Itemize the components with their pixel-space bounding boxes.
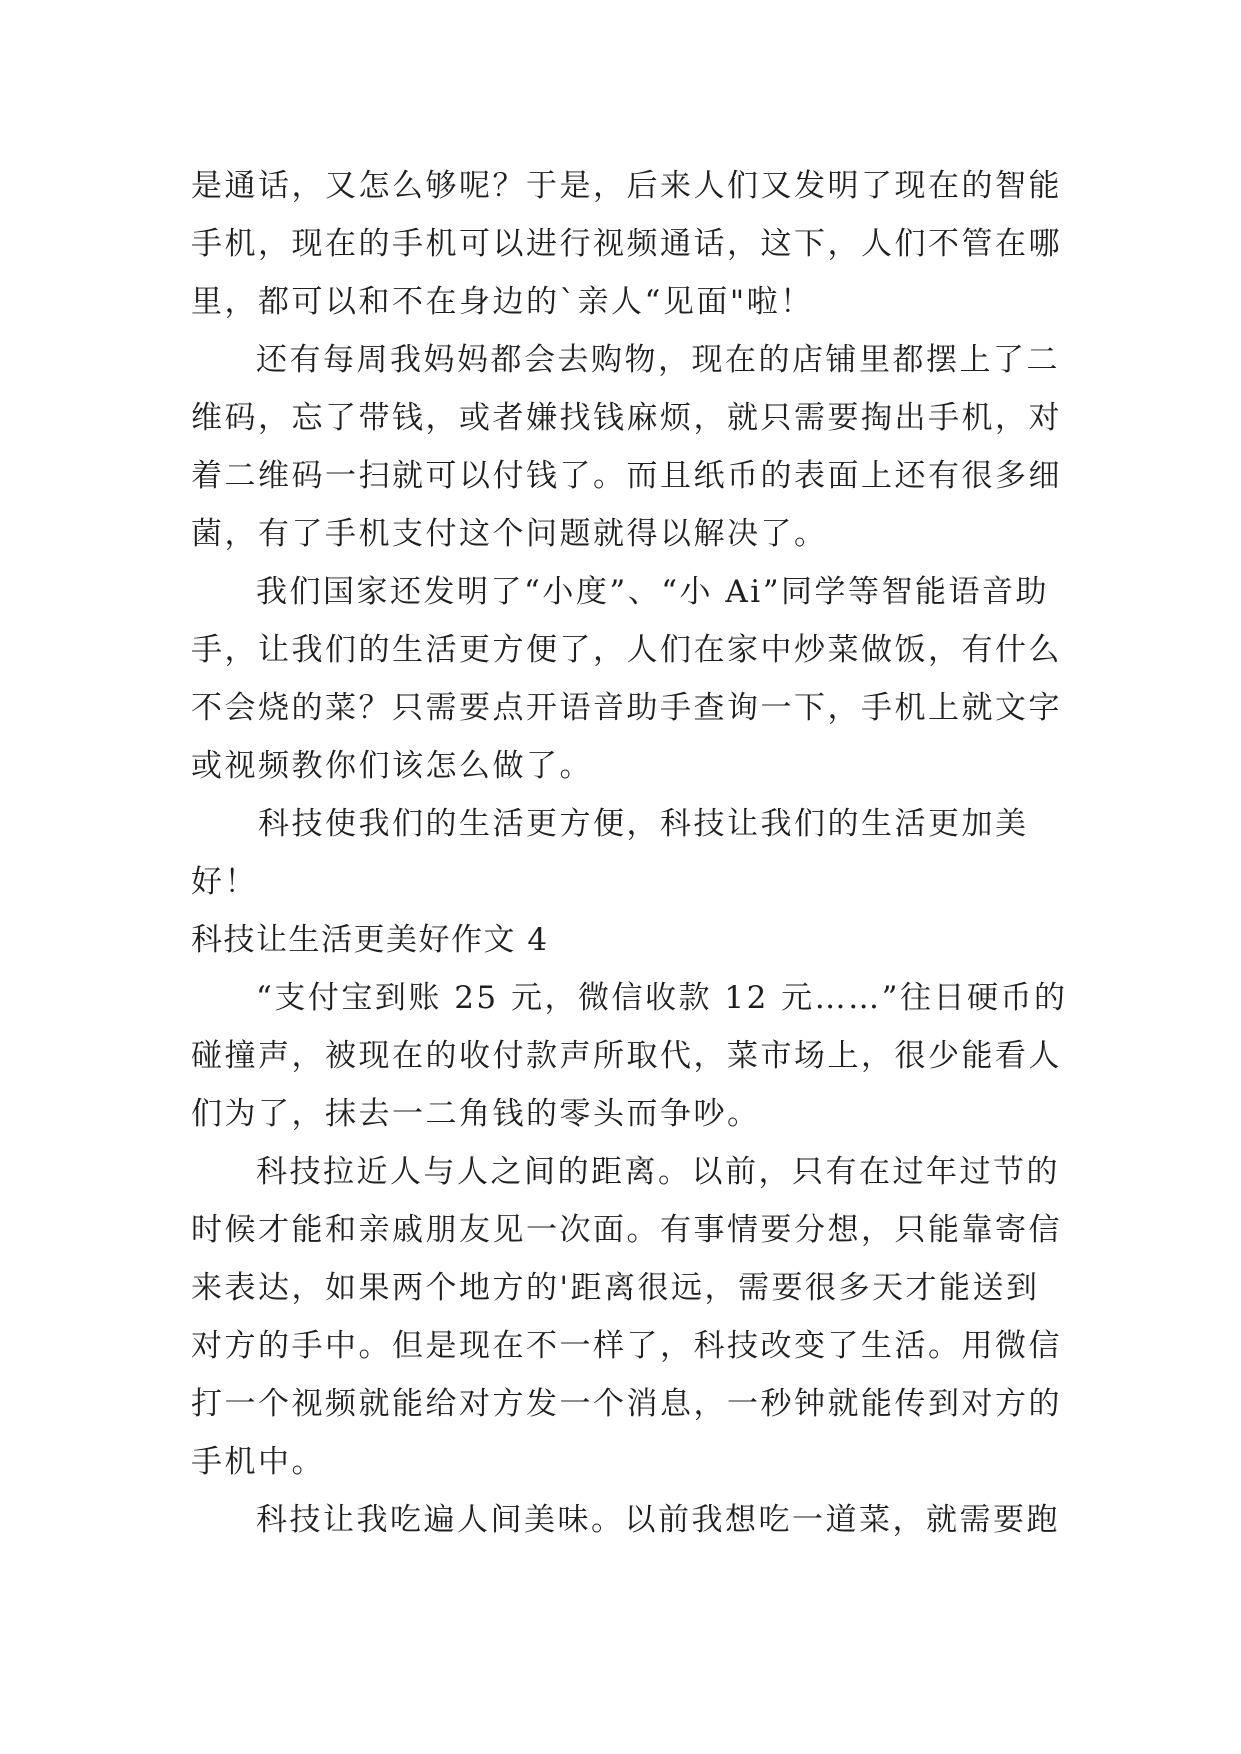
text-line: 不会烧的菜？只需要点开语音助手查询一下，手机上就文字: [191, 690, 1062, 726]
text-line: 维码，忘了带钱，或者嫌找钱麻烦，就只需要掏出手机，对: [191, 400, 1062, 436]
text-line: 是通话，又怎么够呢？于是，后来人们又发明了现在的智能: [191, 168, 1062, 204]
paragraph-start-line: 科技让我吃遍人间美味。以前我想吃一道菜，就需要跑: [256, 1502, 1060, 1538]
paragraph-start-line: 科技使我们的生活更方便，科技让我们的生活更加美: [258, 806, 1029, 842]
text-line: 或视频教你们该怎么做了。: [191, 748, 593, 784]
paragraph-start-line: 科技拉近人与人之间的距离。以前，只有在过年过节的: [256, 1154, 1060, 1190]
section-heading: 科技让生活更美好作文 4: [191, 922, 549, 958]
text-line: 菌，有了手机支付这个问题就得以解决了。: [191, 516, 828, 552]
text-line: 好！: [191, 864, 258, 900]
text-line: 来表达，如果两个地方的'距离很远，需要很多天才能送到: [191, 1270, 1040, 1306]
text-line: 手，让我们的生活更方便了，人们在家中炒菜做饭，有什么: [191, 632, 1062, 668]
text-line: 对方的手中。但是现在不一样了，科技改变了生活。用微信: [191, 1328, 1062, 1364]
paragraph-start-line: 我们国家还发明了“小度”、“小 Ai”同学等智能语音助: [256, 574, 1050, 610]
text-line: 着二维码一扫就可以付钱了。而且纸币的表面上还有很多细: [191, 458, 1062, 494]
text-line: 里，都可以和不在身边的`亲人“见面"啦！: [191, 284, 814, 320]
text-line: 碰撞声，被现在的收付款声所取代，菜市场上，很少能看人: [191, 1038, 1062, 1074]
paragraph-start-line: “支付宝到账 25 元，微信收款 12 元……”往日硬币的: [256, 980, 1068, 1016]
text-line: 打一个视频就能给对方发一个消息，一秒钟就能传到对方的: [191, 1386, 1062, 1422]
paragraph-start-line: 还有每周我妈妈都会去购物，现在的店铺里都摆上了二: [256, 342, 1060, 378]
text-line: 时候才能和亲戚朋友见一次面。有事情要分想，只能靠寄信: [191, 1212, 1062, 1248]
text-line: 手机中。: [191, 1444, 325, 1480]
text-line: 手机，现在的手机可以进行视频通话，这下，人们不管在哪: [191, 226, 1062, 262]
text-line: 们为了，抹去一二角钱的零头而争吵。: [191, 1096, 761, 1132]
